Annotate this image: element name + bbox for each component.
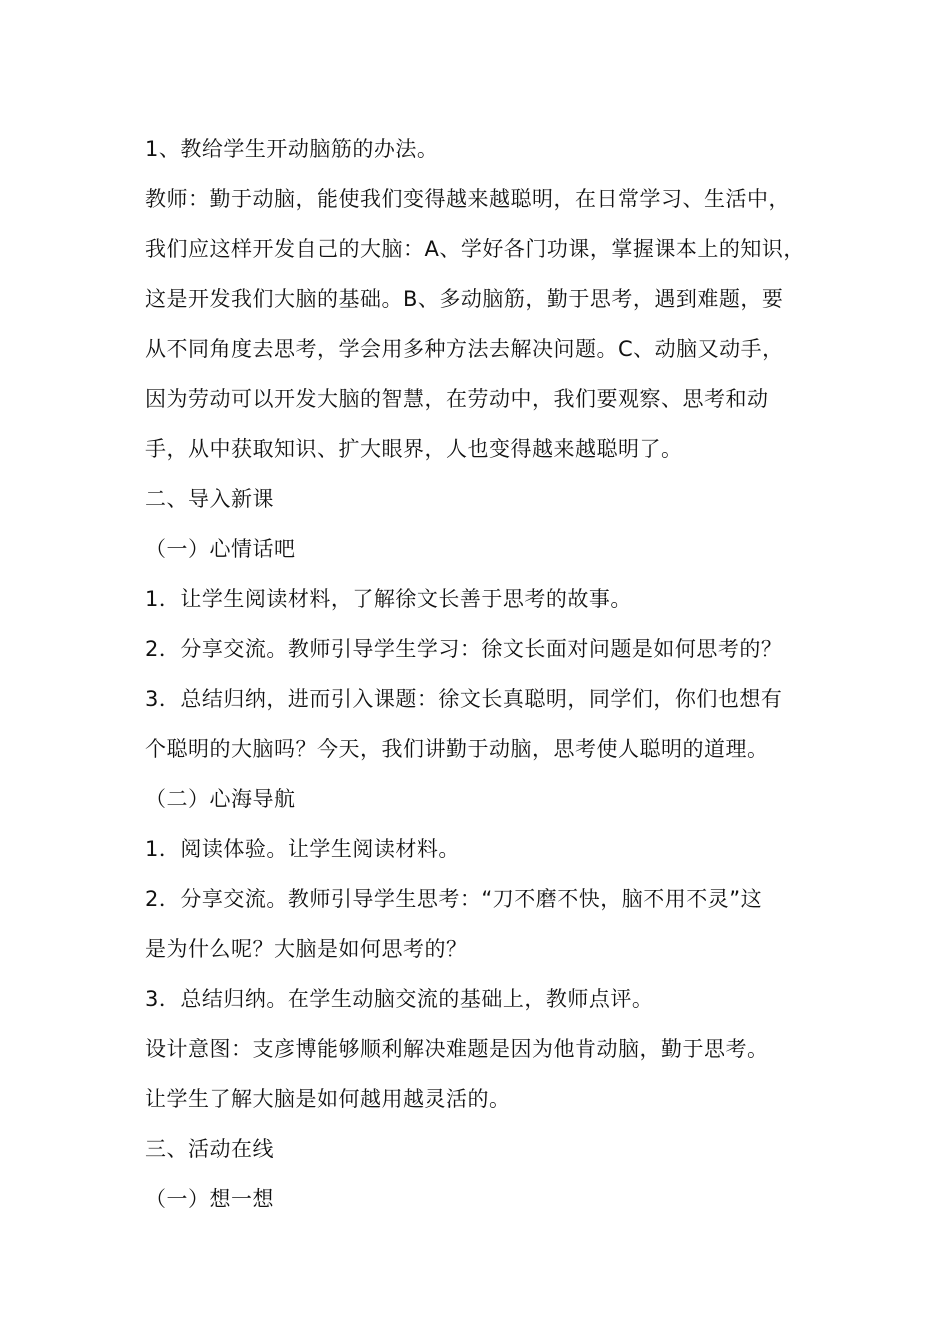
subsection-heading: （一）心情话吧 [145,537,296,561]
paragraph-line: 从不同角度去思考，学会用多种方法去解决问题。C、动脑又动手， [145,337,784,361]
section-heading: 二、导入新课 [145,487,274,511]
subsection-heading: （二）心海导航 [145,787,296,811]
paragraph-line: 因为劳动可以开发大脑的智慧，在劳动中，我们要观察、思考和动 [145,387,769,411]
list-item: 1．阅读体验。让学生阅读材料。 [145,837,460,861]
list-item: 3．总结归纳，进而引入课题：徐文长真聪明，同学们，你们也想有 [145,687,783,711]
paragraph-line: 我们应这样开发自己的大脑：A、学好各门功课，掌握课本上的知识， [145,237,805,261]
list-item-continuation: 是为什么呢？大脑是如何思考的？ [145,937,468,961]
section-heading: 三、活动在线 [145,1137,274,1161]
list-item: 3．总结归纳。在学生动脑交流的基础上，教师点评。 [145,987,654,1011]
paragraph-line: 手，从中获取知识、扩大眼界，人也变得越来越聪明了。 [145,437,683,461]
document-body [145,124,835,1224]
list-item-continuation: 个聪明的大脑吗？今天，我们讲勤于动脑，思考使人聪明的道理。 [145,737,769,761]
list-item: 1．让学生阅读材料，了解徐文长善于思考的故事。 [145,587,632,611]
design-intent-line: 让学生了解大脑是如何越用越灵活的。 [145,1087,511,1111]
list-item: 2．分享交流。教师引导学生思考：“刀不磨不快，脑不用不灵”这 [145,887,763,911]
design-intent-line: 设计意图：支彦博能够顺利解决难题是因为他肯动脑，勤于思考。 [145,1037,769,1061]
paragraph-line: 1、教给学生开动脑筋的办法。 [145,137,439,161]
subsection-heading: （一）想一想 [145,1187,274,1211]
paragraph-line: 教师：勤于动脑，能使我们变得越来越聪明，在日常学习、生活中， [145,187,790,211]
paragraph-line: 这是开发我们大脑的基础。B、多动脑筋，勤于思考，遇到难题，要 [145,287,784,311]
list-item: 2．分享交流。教师引导学生学习：徐文长面对问题是如何思考的？ [145,637,783,661]
